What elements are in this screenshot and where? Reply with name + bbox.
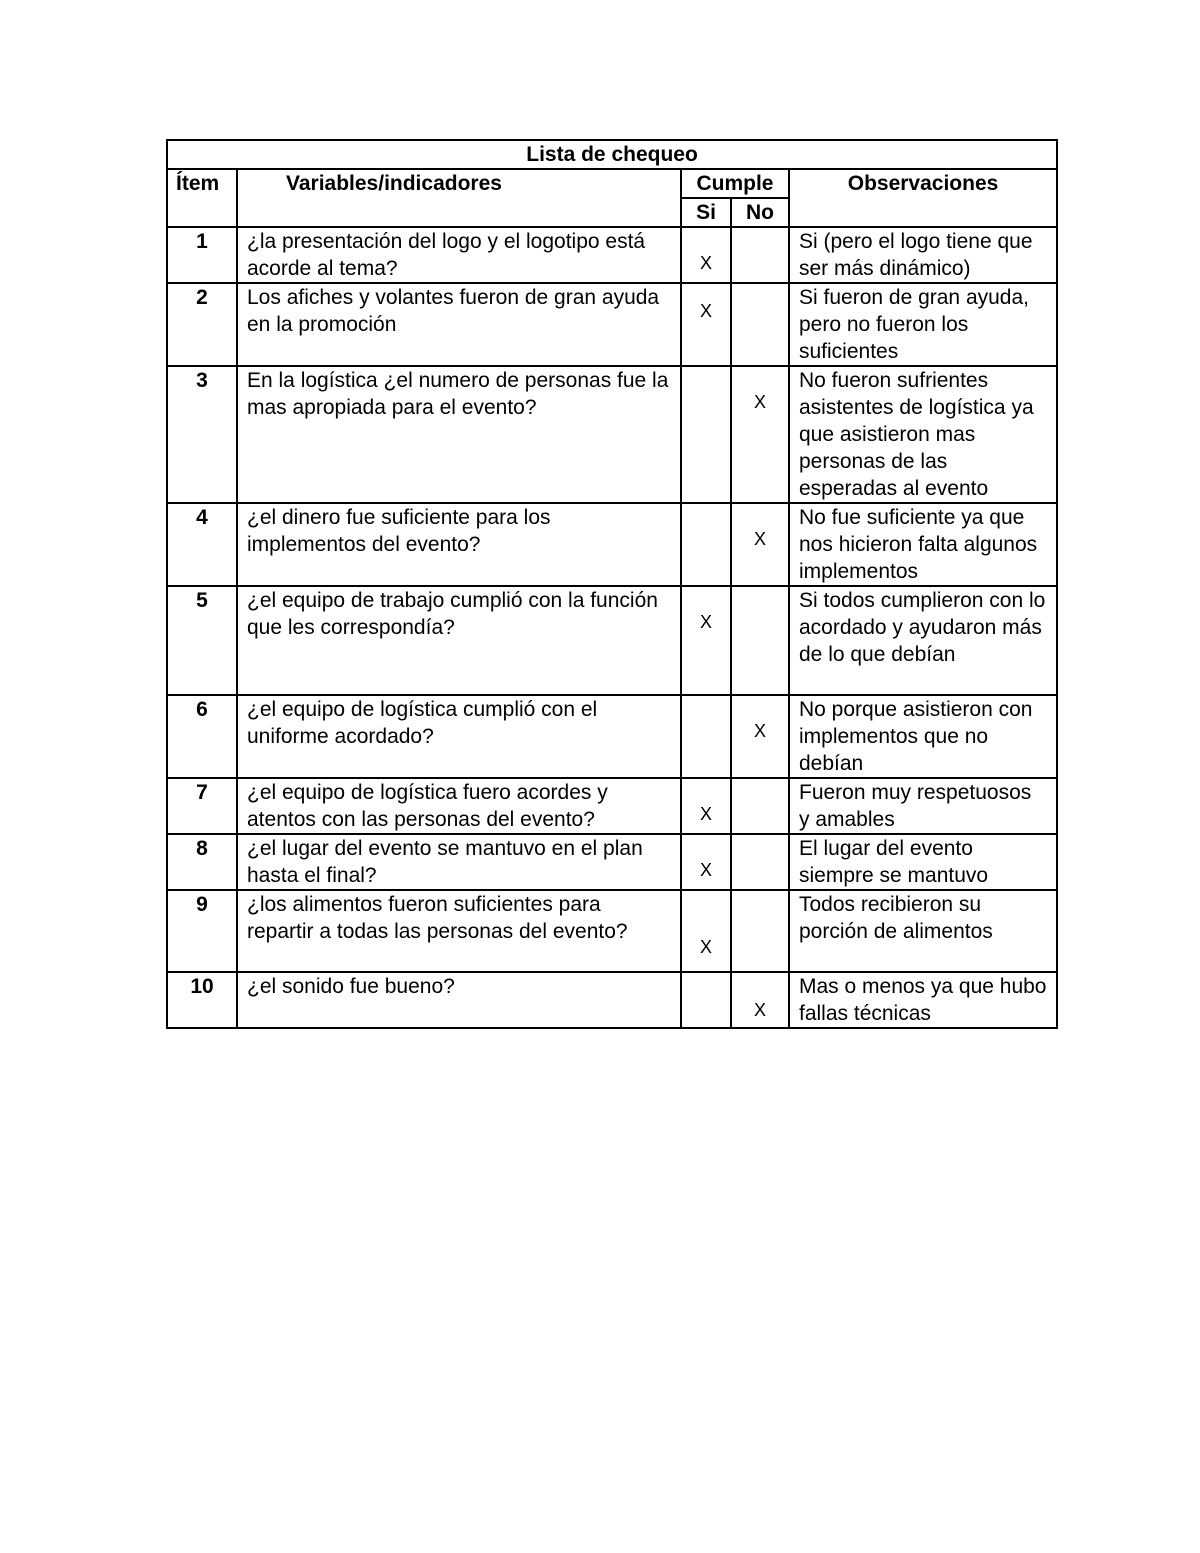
mark-cell-no: [731, 890, 789, 972]
table-row: [167, 503, 1057, 586]
row-question: En la logística ¿el numero de personas fue la mas apropiada para el evento?: [237, 366, 681, 503]
mark-cell-no: [731, 695, 789, 778]
mark-cell-si: [681, 503, 731, 586]
mark-si: X: [699, 253, 712, 273]
row-number: 3: [167, 366, 237, 503]
mark-cell-si: [681, 366, 731, 503]
header-row: [167, 169, 1057, 198]
table-row: [167, 283, 1057, 366]
table-row: [167, 778, 1057, 834]
row-question: ¿el dinero fue suficiente para los implementos del evento?: [237, 503, 681, 586]
mark-cell-si: [681, 890, 731, 972]
header-cumple: Cumple: [681, 169, 789, 198]
mark-cell-si: [681, 227, 731, 283]
title-row: [167, 140, 1057, 169]
row-observation: El lugar del evento siempre se mantuvo: [789, 834, 1057, 890]
row-observation: Si fueron de gran ayuda, pero no fueron los suficientes: [789, 283, 1057, 366]
header-variables: Variables/indicadores: [237, 169, 681, 227]
mark-cell-si: [681, 695, 731, 778]
table-row: [167, 890, 1057, 972]
row-observation: Si (pero el logo tiene que ser más dinámico): [789, 227, 1057, 283]
table-row: [167, 227, 1057, 283]
mark-cell-si: [681, 778, 731, 834]
row-number: 8: [167, 834, 237, 890]
row-observation: Mas o menos ya que hubo fallas técnicas: [789, 972, 1057, 1028]
table-row: [167, 834, 1057, 890]
mark-cell-no: [731, 972, 789, 1028]
mark-cell-no: [731, 503, 789, 586]
table-row: [167, 366, 1057, 503]
header-si: Si: [681, 198, 731, 227]
row-number: 2: [167, 283, 237, 366]
row-number: 6: [167, 695, 237, 778]
table-row: [167, 972, 1057, 1028]
mark-cell-no: [731, 778, 789, 834]
row-question: ¿los alimentos fueron suficientes para repartir a todas las personas del evento?: [237, 890, 681, 972]
mark-no: X: [753, 392, 766, 412]
table-title: Lista de chequeo: [167, 140, 1057, 169]
mark-cell-si: [681, 586, 731, 695]
row-observation: No fue suficiente ya que nos hicieron falta algunos implementos: [789, 503, 1057, 586]
row-observation: Si todos cumplieron con lo acordado y ayudaron más de lo que debían: [789, 586, 1057, 695]
row-number: 1: [167, 227, 237, 283]
mark-si: X: [699, 804, 712, 824]
row-question: ¿el equipo de trabajo cumplió con la función que les correspondía?: [237, 586, 681, 695]
row-observation: Fueron muy respetuosos y amables: [789, 778, 1057, 834]
mark-no: X: [753, 1000, 766, 1020]
table-body: [167, 227, 1057, 1028]
row-question: ¿el equipo de logística cumplió con el uniforme acordado?: [237, 695, 681, 778]
mark-cell-no: [731, 227, 789, 283]
mark-si: X: [699, 301, 712, 321]
checklist-table: [166, 139, 1058, 1029]
header-observaciones: Observaciones: [789, 169, 1057, 227]
mark-si: X: [699, 937, 712, 957]
mark-no: X: [753, 721, 766, 741]
row-question: ¿el equipo de logística fuero acordes y atentos con las personas del evento?: [237, 778, 681, 834]
row-number: 5: [167, 586, 237, 695]
mark-cell-si: [681, 972, 731, 1028]
mark-cell-no: [731, 586, 789, 695]
row-number: 10: [167, 972, 237, 1028]
mark-no: X: [753, 529, 766, 549]
row-number: 4: [167, 503, 237, 586]
mark-cell-si: [681, 283, 731, 366]
mark-cell-no: [731, 366, 789, 503]
mark-si: X: [699, 860, 712, 880]
table-row: [167, 695, 1057, 778]
row-question: Los afiches y volantes fueron de gran ayuda en la promoción: [237, 283, 681, 366]
mark-cell-no: [731, 283, 789, 366]
table-row: [167, 586, 1057, 695]
row-question: ¿el sonido fue bueno?: [237, 972, 681, 1028]
row-observation: Todos recibieron su porción de alimentos: [789, 890, 1057, 972]
header-item: Ítem: [167, 169, 237, 227]
row-question: ¿la presentación del logo y el logotipo está acorde al tema?: [237, 227, 681, 283]
mark-cell-si: [681, 834, 731, 890]
row-question: ¿el lugar del evento se mantuvo en el plan hasta el final?: [237, 834, 681, 890]
mark-si: X: [699, 612, 712, 632]
header-no: No: [731, 198, 789, 227]
row-observation: No porque asistieron con implementos que no debían: [789, 695, 1057, 778]
row-number: 7: [167, 778, 237, 834]
row-observation: No fueron sufrientes asistentes de logística ya que asistieron mas personas de las esperadas al evento: [789, 366, 1057, 503]
mark-cell-no: [731, 834, 789, 890]
row-number: 9: [167, 890, 237, 972]
